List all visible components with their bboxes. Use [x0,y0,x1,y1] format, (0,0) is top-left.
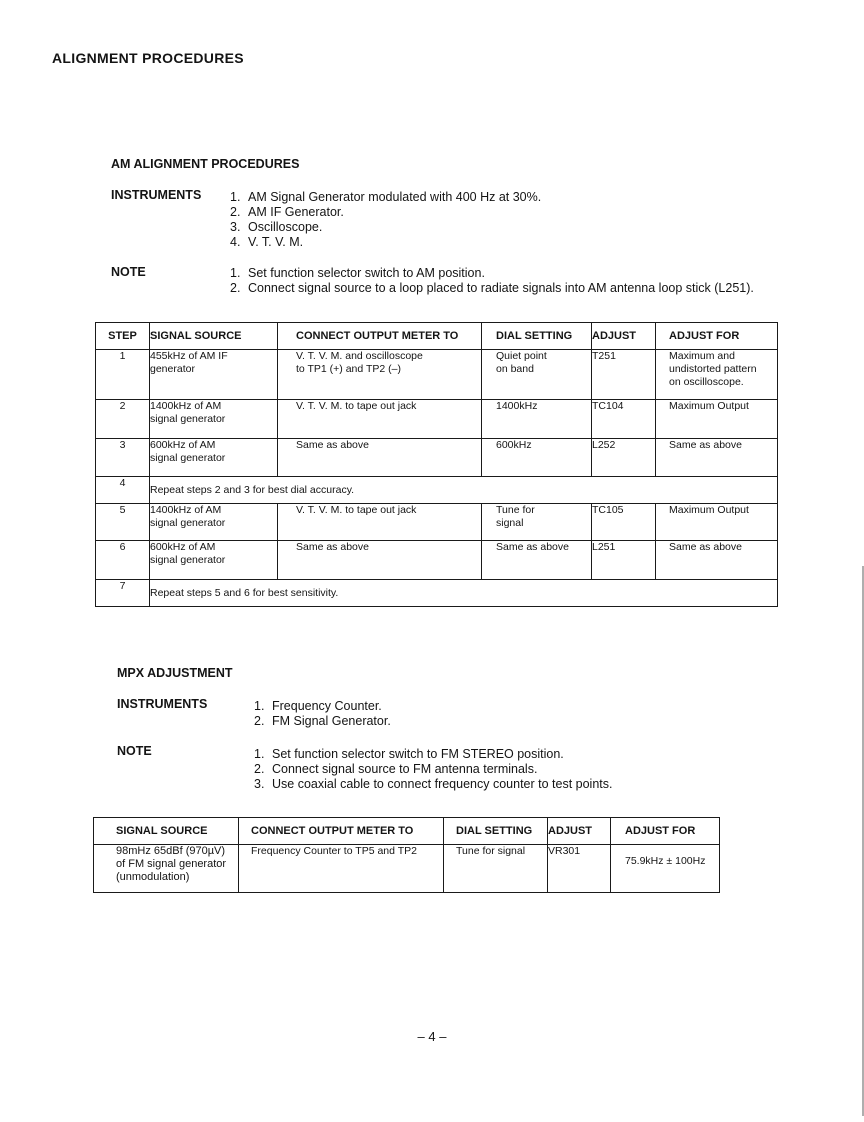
connect-cell: V. T. V. M. to tape out jack [278,504,482,541]
step-cell: 4 [96,477,150,504]
dial-cell: 1400kHz [482,400,592,439]
list-item: 3. Use coaxial cable to connect frequency counter to test points. [254,777,613,791]
signal-source-cell: 1400kHz of AM signal generator [150,400,278,439]
step-cell: 1 [96,350,150,400]
header-dial-setting: DIAL SETTING [444,818,548,845]
am-alignment-table [95,322,778,607]
dial-cell: Quiet point on band [482,350,592,400]
list-item: 1. Set function selector switch to FM STEREO position. [254,747,564,761]
table-row [94,845,720,893]
header-adjust-for: ADJUST FOR [611,818,720,845]
connect-cell: V. T. V. M. to tape out jack [278,400,482,439]
header-connect-output: CONNECT OUTPUT METER TO [239,818,444,845]
list-item: 3. Oscilloscope. [230,220,323,234]
list-item: 1. Set function selector switch to AM position. [230,266,485,280]
mpx-instruments-label: INSTRUMENTS [117,697,208,711]
table-row [96,477,778,504]
mpx-instruments-list [254,699,391,729]
adjust-cell: VR301 [548,845,611,893]
dial-cell: 600kHz [482,439,592,477]
table-row [96,400,778,439]
connect-cell: Frequency Counter to TP5 and TP2 [239,845,444,893]
span-note-cell: Repeat steps 2 and 3 for best dial accuracy. [150,477,778,504]
step-cell: 5 [96,504,150,541]
header-connect-output: CONNECT OUTPUT METER TO [278,323,482,350]
step-cell: 2 [96,400,150,439]
adjust-cell: TC104 [592,400,656,439]
adjust-for-cell: Maximum Output [656,504,778,541]
adjust-cell: T251 [592,350,656,400]
list-item: 1. AM Signal Generator modulated with 400 Hz at 30%. [230,190,542,204]
step-cell: 7 [96,580,150,607]
header-step: STEP [96,323,150,350]
am-note-label: NOTE [111,265,146,279]
dial-cell: Tune for signal [482,504,592,541]
signal-source-cell: 455kHz of AM IF generator [150,350,278,400]
mpx-notes-list [254,747,612,792]
table-row [96,504,778,541]
header-adjust: ADJUST [548,818,611,845]
signal-source-cell: 600kHz of AM signal generator [150,439,278,477]
signal-source-cell: 98mHz 65dBf (970µV) of FM signal generator (unmodulation) [94,845,239,893]
page-number: – 4 – [417,1029,447,1044]
header-adjust: ADJUST [592,323,656,350]
adjust-for-cell: Maximum Output [656,400,778,439]
list-item: 2. FM Signal Generator. [254,714,391,728]
step-cell: 6 [96,541,150,580]
header-signal-source: SIGNAL SOURCE [150,323,278,350]
am-instruments-label: INSTRUMENTS [111,188,202,202]
adjust-for-cell: Same as above [656,439,778,477]
dial-cell: Same as above [482,541,592,580]
am-instruments-list [230,190,541,250]
span-note-cell: Repeat steps 5 and 6 for best sensitivity. [150,580,778,607]
mpx-adjustment-table [93,817,720,893]
am-notes-list [230,266,754,296]
header-dial-setting: DIAL SETTING [482,323,592,350]
signal-source-cell: 600kHz of AM signal generator [150,541,278,580]
adjust-cell: L251 [592,541,656,580]
adjust-for-cell: 75.9kHz ± 100Hz [611,845,720,893]
dial-cell: Tune for signal [444,845,548,893]
list-item: 2. Connect signal source to a loop placed to radiate signals into AM antenna loop stick (L251). [230,281,754,295]
table-header-row [96,323,778,350]
mpx-note-label: NOTE [117,744,152,758]
table-header-row [94,818,720,845]
signal-source-cell: 1400kHz of AM signal generator [150,504,278,541]
adjust-for-cell: Maximum and undistorted pattern on oscilloscope. [656,350,778,400]
connect-cell: Same as above [278,541,482,580]
adjust-cell: TC105 [592,504,656,541]
header-adjust-for: ADJUST FOR [656,323,778,350]
list-item: 2. AM IF Generator. [230,205,344,219]
table-row [96,541,778,580]
list-item: 4. V. T. V. M. [230,235,304,249]
header-signal-source: SIGNAL SOURCE [94,818,239,845]
list-item: 1. Frequency Counter. [254,699,382,713]
connect-cell: Same as above [278,439,482,477]
table-row [96,350,778,400]
step-cell: 3 [96,439,150,477]
adjust-for-cell: Same as above [656,541,778,580]
page-title: ALIGNMENT PROCEDURES [52,50,244,66]
am-section-title: AM ALIGNMENT PROCEDURES [111,157,300,171]
mpx-section-title: MPX ADJUSTMENT [117,666,233,680]
adjust-cell: L252 [592,439,656,477]
list-item: 2. Connect signal source to FM antenna terminals. [254,762,538,776]
table-row [96,439,778,477]
table-row [96,580,778,607]
connect-cell: V. T. V. M. and oscilloscope to TP1 (+) and TP2 (–) [278,350,482,400]
